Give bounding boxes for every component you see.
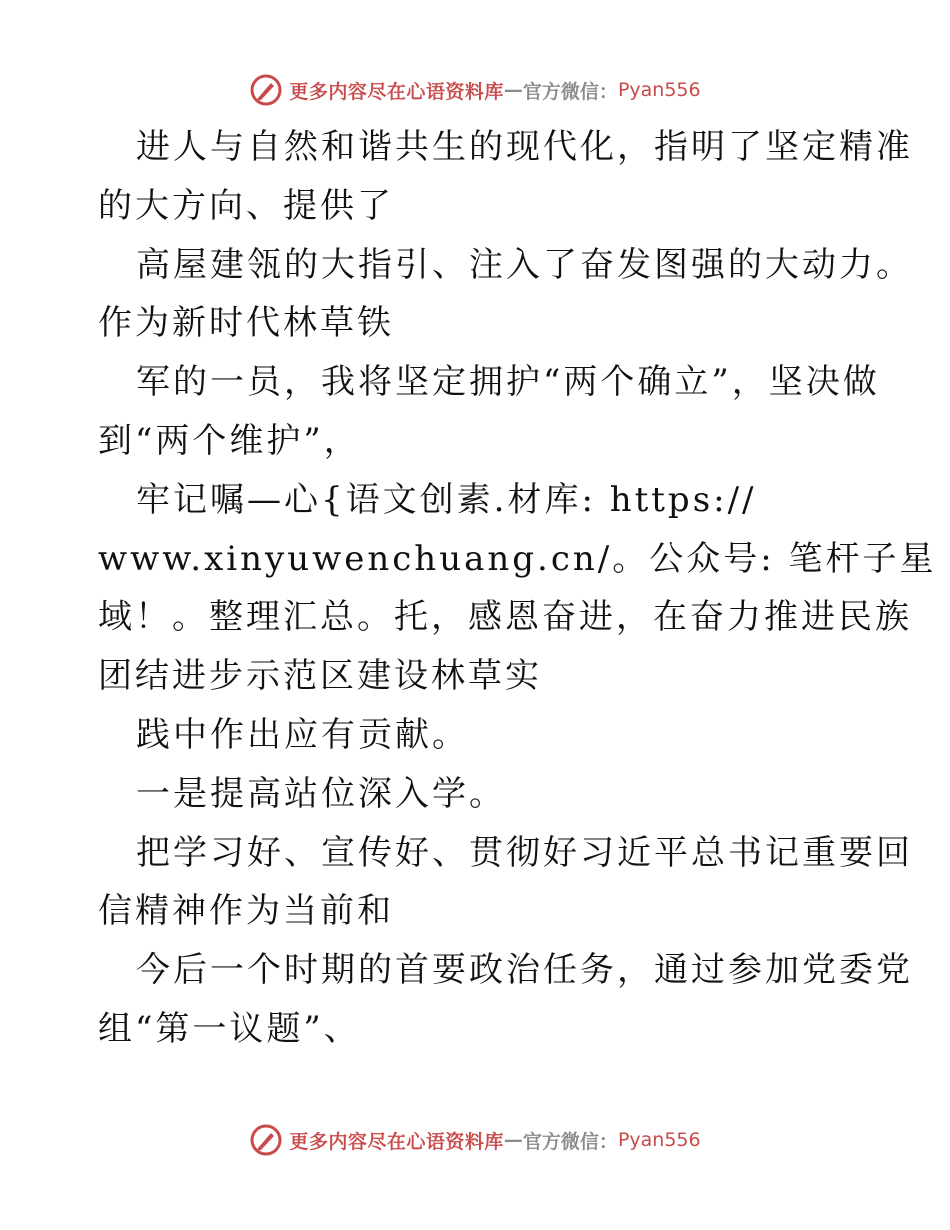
text-line: 践中作出应有贡献。: [136, 714, 469, 755]
text-line: 到“两个维护”，: [98, 420, 361, 461]
text-line: 今后一个时期的首要政治任务，通过参加党委党: [136, 950, 913, 991]
text-line: 信精神作为当前和: [98, 891, 394, 932]
text-line: 高屋建瓴的大指引、注入了奋发图强的大动力。: [136, 244, 913, 285]
watermark-sub-text: 官方微信：: [522, 80, 618, 103]
text-line: 军的一员，我将坚定拥护“两个确立”，坚决做: [136, 362, 880, 403]
text-line: 作为新时代林草铁: [98, 303, 394, 344]
header-watermark: [0, 70, 950, 110]
text-line: 的大方向、提供了: [98, 185, 394, 226]
text-line: 进人与自然和谐共生的现代化，指明了坚定精准: [136, 127, 913, 167]
watermark-id: Pyan556: [617, 1129, 701, 1151]
brush-logo-icon: [249, 73, 283, 107]
watermark-dash: —: [503, 79, 523, 101]
document-body: [98, 118, 937, 1059]
footer-watermark: [0, 1120, 950, 1160]
watermark-main-text: 更多内容尽在心语资料库: [289, 80, 504, 103]
text-line: 把学习好、宣传好、贯彻好习近平总书记重要回: [136, 832, 913, 873]
brush-logo-icon: [249, 1123, 283, 1157]
text-line: 牢记嘱—心{语文创素.材库: https://: [136, 479, 757, 520]
text-line: www.xinyuwenchuang.cn/。公众号: 笔杆子星: [98, 538, 937, 579]
watermark-sub-text: 官方微信：: [522, 1130, 618, 1153]
text-line: 域！。整理汇总。托，感恩奋进，在奋力推进民族: [98, 597, 912, 638]
watermark-id: Pyan556: [617, 79, 701, 101]
watermark-dash: —: [503, 1129, 523, 1151]
text-line: 一是提高站位深入学。: [136, 773, 506, 814]
text-line: 团结进步示范区建设林草实: [98, 656, 542, 697]
watermark-main-text: 更多内容尽在心语资料库: [289, 1130, 504, 1153]
text-line: 组“第一议题”、: [98, 1008, 361, 1049]
